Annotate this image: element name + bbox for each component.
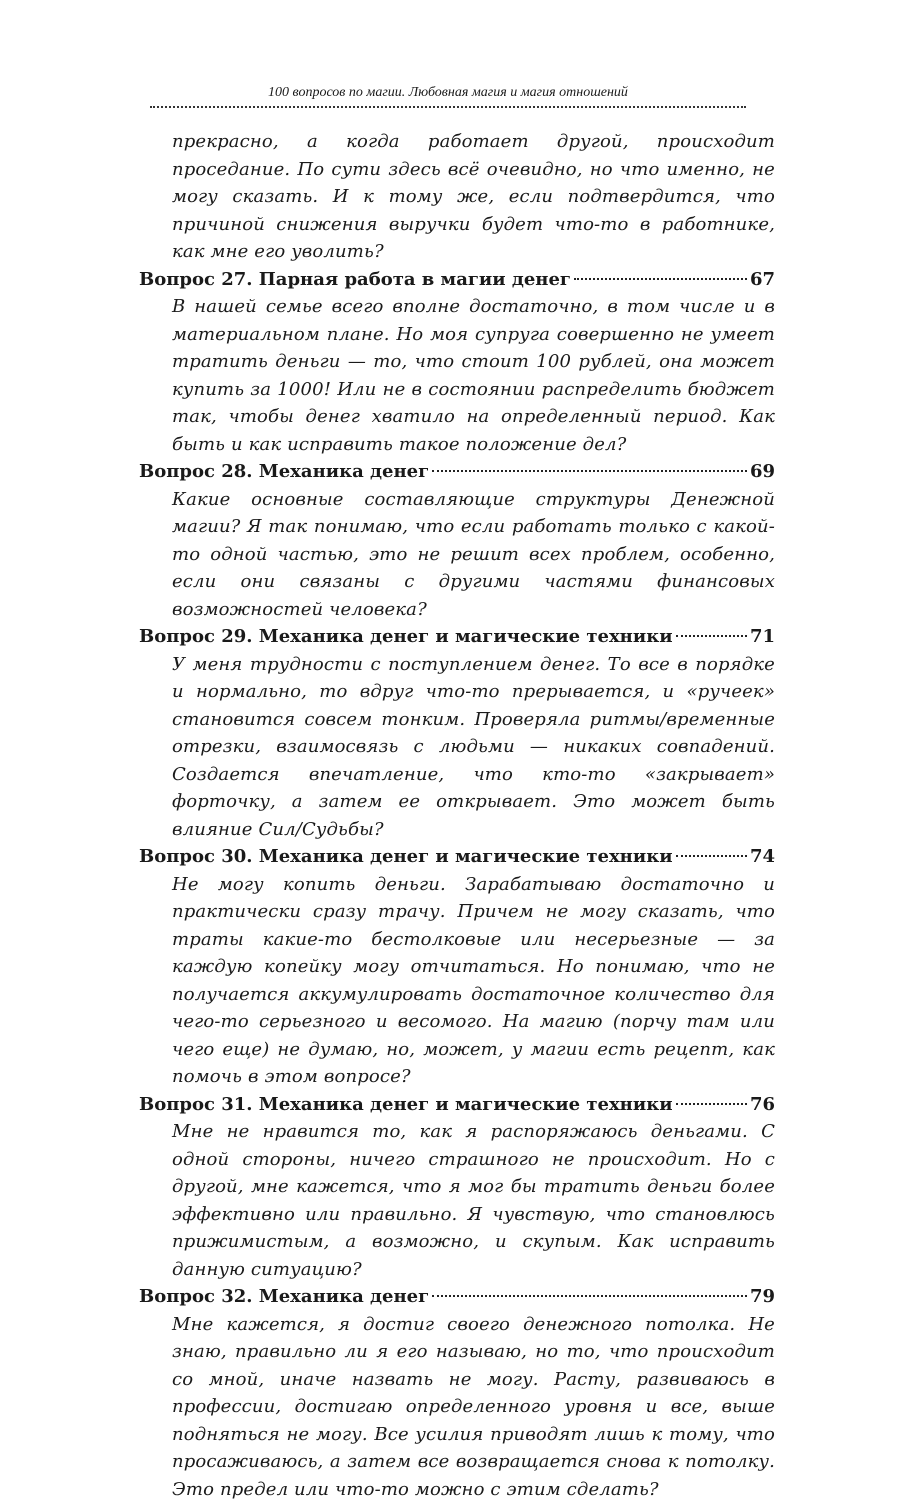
dot-leader xyxy=(676,635,747,637)
page-number: 69 xyxy=(750,458,775,486)
toc-entry-heading[interactable] xyxy=(139,458,775,486)
toc-entry xyxy=(139,266,775,459)
question-text: У меня трудности с поступлением денег. То все в порядке и нормально, то вдруг что-то прерывается, и «ручеек» становится совсем тонким. Проверяла ритмы/временные отрезки, взаимосвязь с людьми — никаких совпадений. Создается впечатление, что кто-то «закрывает» форточку, а затем ее открывает. Это может быть влияние Сил/Судьбы? xyxy=(139,651,775,844)
question-text: Какие основные составляющие структуры Денежной магии? Я так понимаю, что если работать только с какой-то одной частью, это не решит всех проблем, особенно, если они связаны с другими частями финансовых возможностей человека? xyxy=(139,486,775,624)
question-text: В нашей семье всего вполне достаточно, в том числе и в материальном плане. Но моя супруга совершенно не умеет тратить деньги — то, что стоит 100 рублей, она может купить за 1000! Или не в состоянии распределить бюджет так, чтобы денег хватило на определенный период. Как быть и как исправить такое положение дел? xyxy=(139,293,775,458)
question-title: Вопрос 29. Механика денег и магические техники xyxy=(139,623,673,651)
toc-entry xyxy=(139,843,775,1091)
toc-entry xyxy=(139,1283,775,1503)
question-title: Вопрос 30. Механика денег и магические техники xyxy=(139,843,673,871)
dot-leader xyxy=(676,1103,747,1105)
toc-entry xyxy=(139,458,775,623)
toc-entry-heading[interactable] xyxy=(139,623,775,651)
toc-entry-heading[interactable] xyxy=(139,843,775,871)
dot-leader xyxy=(432,470,747,472)
intro-paragraph: прекрасно, а когда работает другой, происходит проседание. По сути здесь всё очевидно, но что именно, не могу сказать. И к тому же, если подтвердится, что причиной снижения выручки будет что-то в работнике, как мне его уволить? xyxy=(139,128,775,266)
dot-leader xyxy=(676,855,747,857)
page-number: 76 xyxy=(750,1091,775,1119)
toc-entry-heading[interactable] xyxy=(139,1091,775,1119)
question-title: Вопрос 31. Механика денег и магические техники xyxy=(139,1091,673,1119)
question-text: Мне не нравится то, как я распоряжаюсь деньгами. С одной стороны, ничего страшного не происходит. Но с другой, мне кажется, что я мог бы тратить деньги более эффективно или правильно. Я чувствую, что становлюсь прижимистым, а возможно, и скупым. Как исправить данную ситуацию? xyxy=(139,1118,775,1283)
running-header: 100 вопросов по магии. Любовная магия и магия отношений xyxy=(150,84,746,102)
page-number: 74 xyxy=(750,843,775,871)
question-title: Вопрос 32. Механика денег xyxy=(139,1283,429,1311)
page-number: 67 xyxy=(750,266,775,294)
toc-entry-heading[interactable] xyxy=(139,266,775,294)
toc-entry xyxy=(139,623,775,843)
question-text: Не могу копить деньги. Зарабатываю достаточно и практически сразу трачу. Причем не могу сказать, что траты какие-то бестолковые или несерьезные — за каждую копейку могу отчитаться. Но понимаю, что не получается аккумулировать достаточное количество для чего-то серьезного и весомого. На магию (порчу там или чего еще) не думаю, но, может, у магии есть рецепт, как помочь в этом вопросе? xyxy=(139,871,775,1091)
toc-entry-heading[interactable] xyxy=(139,1283,775,1311)
question-text: Мне кажется, я достиг своего денежного потолка. Не знаю, правильно ли я его называю, но то, что происходит со мной, иначе назвать не могу. Расту, развиваюсь в профессии, достигаю определенного уровня и все, выше подняться не могу. Все усилия приводят лишь к тому, что просаживаюсь, а затем все возвращается снова к потолку. Это предел или что-то можно с этим сделать? xyxy=(139,1311,775,1503)
question-title: Вопрос 28. Механика денег xyxy=(139,458,429,486)
header-dotted-rule xyxy=(150,106,746,108)
page-number: 79 xyxy=(750,1283,775,1311)
toc-entry xyxy=(139,1091,775,1284)
question-title: Вопрос 27. Парная работа в магии денег xyxy=(139,266,571,294)
dot-leader xyxy=(432,1295,747,1297)
page-number: 71 xyxy=(750,623,775,651)
toc-content xyxy=(139,128,775,1503)
dot-leader xyxy=(574,278,747,280)
